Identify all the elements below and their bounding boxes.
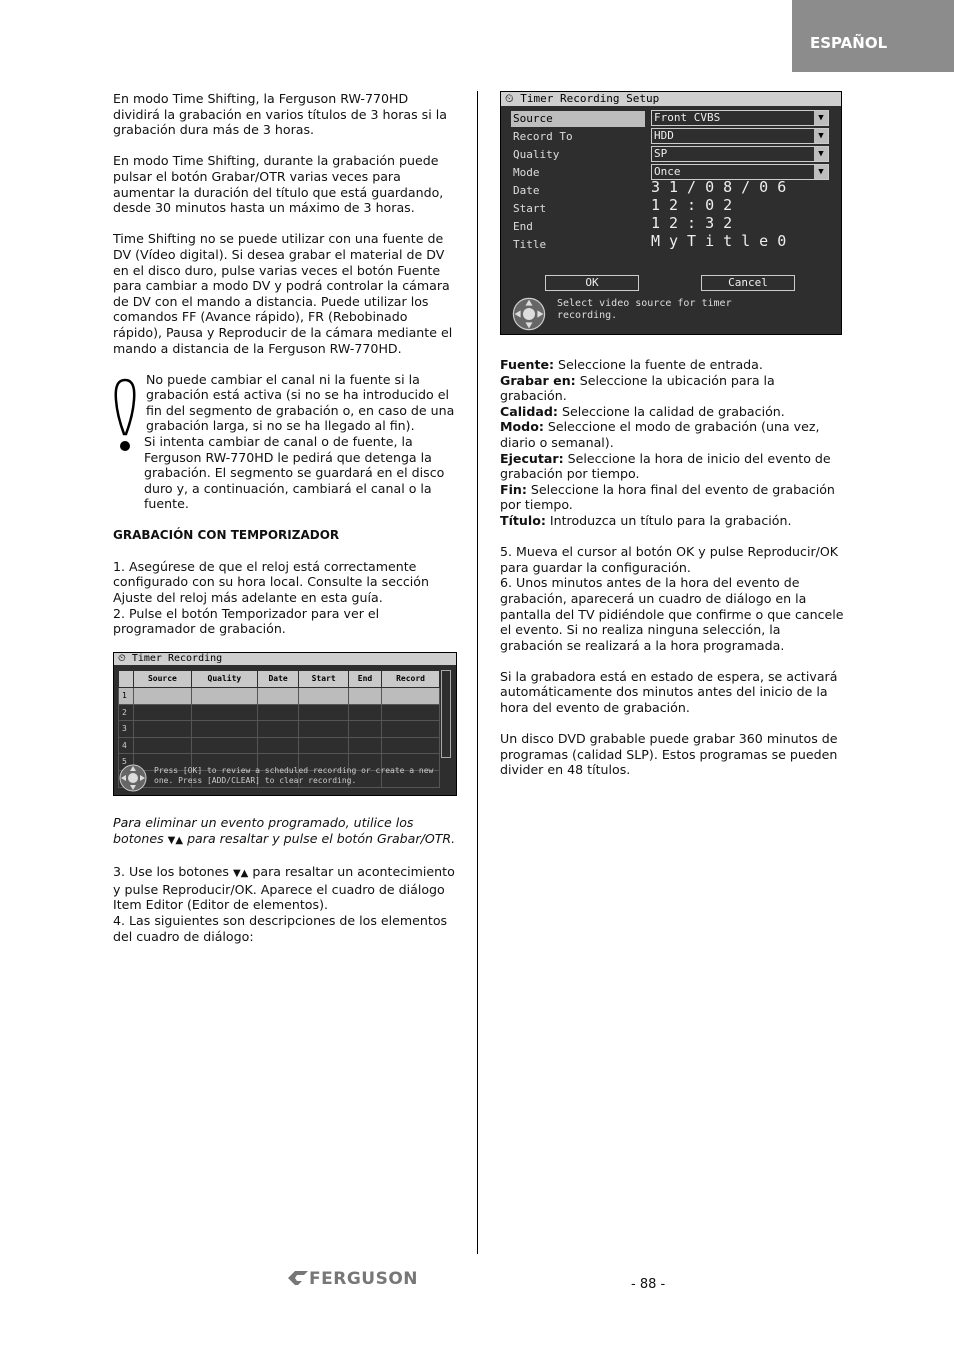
field-title-label: Title bbox=[513, 238, 547, 251]
col-end: End bbox=[348, 671, 381, 688]
exclamation-icon bbox=[113, 378, 137, 454]
clock-icon: ⏲ bbox=[505, 92, 514, 105]
desc-modo: Modo: Seleccione el modo de grabación (una vez, diario o semanal). bbox=[500, 419, 820, 450]
field-descriptions bbox=[500, 357, 844, 529]
mode-select[interactable]: Once ▼ bbox=[651, 164, 829, 180]
col-source: Source bbox=[134, 671, 192, 688]
step-6: 6. Unos minutos antes de la hora del evento de grabación, aparecerá un cuadro de diálogo en la pantalla del TV pidiéndole que confirme o que cancele el evento. Si no realiza ninguna selección, la grabación se realizará a la hora programada. bbox=[500, 575, 844, 653]
record-to-select[interactable]: HDD ▼ bbox=[651, 128, 829, 144]
column-divider bbox=[477, 91, 478, 1254]
paragraph-dv-source: Time Shifting no se puede utilizar con una fuente de DV (Vídeo digital). Si desea grabar el material de DV en el disco duro, pulse varias veces el botón Fuente para cambiar a modo DV y podrá controlar la cámara de DV con el mando a distancia. Puede utilizar los comandos FF (Avance rápido), FR (Rebobinado rápido), Pausa y Reproducir de la cámara mediante el mando a distancia de la Ferguson RW-770HD. bbox=[113, 231, 453, 356]
quality-select[interactable]: SP ▼ bbox=[651, 146, 829, 162]
field-end-label: End bbox=[513, 220, 533, 233]
step-2: 2. Pulse el botón Temporizador para ver el programador de grabación. bbox=[113, 605, 380, 637]
col-start: Start bbox=[299, 671, 349, 688]
dpad-icon bbox=[511, 296, 547, 332]
right-column bbox=[500, 91, 844, 794]
left-column bbox=[113, 91, 457, 960]
delete-event-note: Para eliminar un evento programado, utilice los botones ▼▲ para resaltar y pulse el botón Grabar/OTR. bbox=[113, 815, 456, 846]
start-value[interactable]: 12:02 bbox=[651, 196, 742, 214]
col-record: Record bbox=[382, 671, 440, 688]
timer-setup-title: ⏲ Timer Recording Setup bbox=[501, 92, 841, 106]
warning-note bbox=[113, 372, 457, 512]
table-row[interactable]: 2 bbox=[119, 704, 440, 721]
desc-fuente: Fuente: Seleccione la fuente de entrada. bbox=[500, 357, 763, 372]
field-date-label: Date bbox=[513, 184, 540, 197]
timer-recording-hint: Press [OK] to review a scheduled recording or create a new one. Press [ADD/CLEAR] to clear recording. bbox=[154, 766, 434, 786]
desc-ejecutar: Ejecutar: Seleccione la hora de inicio del evento de grabación por tiempo. bbox=[500, 450, 831, 482]
field-quality-label: Quality bbox=[513, 148, 560, 161]
desc-titulo: Título: Introduzca un título para la grabación. bbox=[500, 512, 792, 528]
page-number: - 88 - bbox=[631, 1277, 666, 1292]
table-row[interactable]: 1 bbox=[119, 687, 440, 704]
source-select[interactable]: Front CVBS ▼ bbox=[651, 110, 829, 126]
clock-icon: ⏲ bbox=[118, 653, 126, 665]
timer-setup-screenshot bbox=[500, 91, 842, 335]
field-source-label[interactable]: Source bbox=[511, 111, 645, 127]
timer-recording-screenshot bbox=[113, 652, 457, 796]
desc-grabar-en: Grabar en: Seleccione la ubicación para la grabación. bbox=[500, 372, 775, 404]
paragraph-dvd-capacity: Un disco DVD grabable puede grabar 360 minutos de programas (calidad SLP). Estos programas se pueden divider en 48 títulos. bbox=[500, 731, 838, 778]
title-value[interactable]: MyTitle0 bbox=[651, 232, 796, 250]
section-heading: GRABACIÓN CON TEMPORIZADOR bbox=[113, 527, 340, 542]
field-start-label: Start bbox=[513, 202, 547, 215]
step-4: 4. Las siguientes son descripciones de los elementos del cuadro de diálogo: bbox=[113, 912, 448, 944]
step-5: 5. Mueva el cursor al botón OK y pulse Reproducir/OK para guardar la configuración. bbox=[500, 544, 839, 575]
desc-calidad: Calidad: Seleccione la calidad de grabación. bbox=[500, 403, 785, 419]
table-row[interactable]: 5 bbox=[119, 754, 440, 771]
timer-recording-title: ⏲ Timer Recording bbox=[114, 653, 456, 665]
field-record-to-label: Record To bbox=[513, 130, 573, 143]
step-1: 1. Asegúrese de que el reloj está correctamente configurado con su hora local. Consulte la sección Ajuste del reloj más adelante en esta guía. bbox=[113, 558, 429, 605]
ferguson-logo: FERGUSON bbox=[287, 1270, 418, 1288]
warning-text-a: No puede cambiar el canal ni la fuente si la grabación está activa (si no se ha introducido el fin del segmento de grabación o, en caso de una grabación larga, si no se ha llegado al fin). bbox=[146, 371, 455, 434]
arrow-up-down-icon: ▼▲ bbox=[167, 834, 184, 846]
ok-button[interactable]: OK bbox=[545, 275, 639, 291]
chevron-down-icon: ▼ bbox=[814, 129, 828, 143]
table-row[interactable]: 4 bbox=[119, 737, 440, 754]
paragraph-title-split: En modo Time Shifting, la Ferguson RW-770HD dividirá la grabación en varios títulos de 3 horas si la grabación dura más de 3 horas. bbox=[113, 91, 447, 138]
paragraph-otr-duration: En modo Time Shifting, durante la grabación puede pulsar el botón Grabar/OTR varias veces para aumentar la duración del título que está guardando, desde 30 minutos hasta un máximo de 3 horas. bbox=[113, 153, 444, 216]
language-tab: ESPAÑOL bbox=[792, 0, 954, 72]
scrollbar[interactable] bbox=[441, 670, 451, 758]
field-mode-label: Mode bbox=[513, 166, 540, 179]
col-date: Date bbox=[257, 671, 298, 688]
timer-setup-hint: Select video source for timer recording. bbox=[557, 298, 732, 321]
warning-text-b: Si intenta cambiar de canal o de fuente, la Ferguson RW-770HD le pedirá que detenga la grabación. El segmento se guardará en el disco duro y, a continuación, cambiará el canal o la fuente. bbox=[144, 434, 445, 512]
chevron-down-icon: ▼ bbox=[814, 165, 828, 179]
table-row[interactable]: 3 bbox=[119, 721, 440, 738]
dpad-icon bbox=[118, 763, 148, 793]
cancel-button[interactable]: Cancel bbox=[701, 275, 795, 291]
chevron-down-icon: ▼ bbox=[814, 111, 828, 125]
paragraph-standby: Si la grabadora está en estado de espera, se activará automáticamente dos minutos antes del inicio de la hora del evento de grabación. bbox=[500, 668, 838, 716]
arrow-up-down-icon: ▼▲ bbox=[232, 868, 249, 880]
ferguson-logo-icon bbox=[287, 1270, 309, 1286]
end-value[interactable]: 12:32 bbox=[651, 214, 742, 232]
step-3: 3. Use los botones ▼▲ para resaltar un acontecimiento y pulse Reproducir/OK. Aparece el cuadro de diálogo Item Editor (Editor de elementos). bbox=[113, 864, 455, 913]
date-value[interactable]: 31/08/06 bbox=[651, 178, 796, 196]
col-quality: Quality bbox=[191, 671, 257, 688]
chevron-down-icon: ▼ bbox=[814, 147, 828, 161]
desc-fin: Fin: Seleccione la hora final del evento de grabación por tiempo. bbox=[500, 481, 835, 513]
